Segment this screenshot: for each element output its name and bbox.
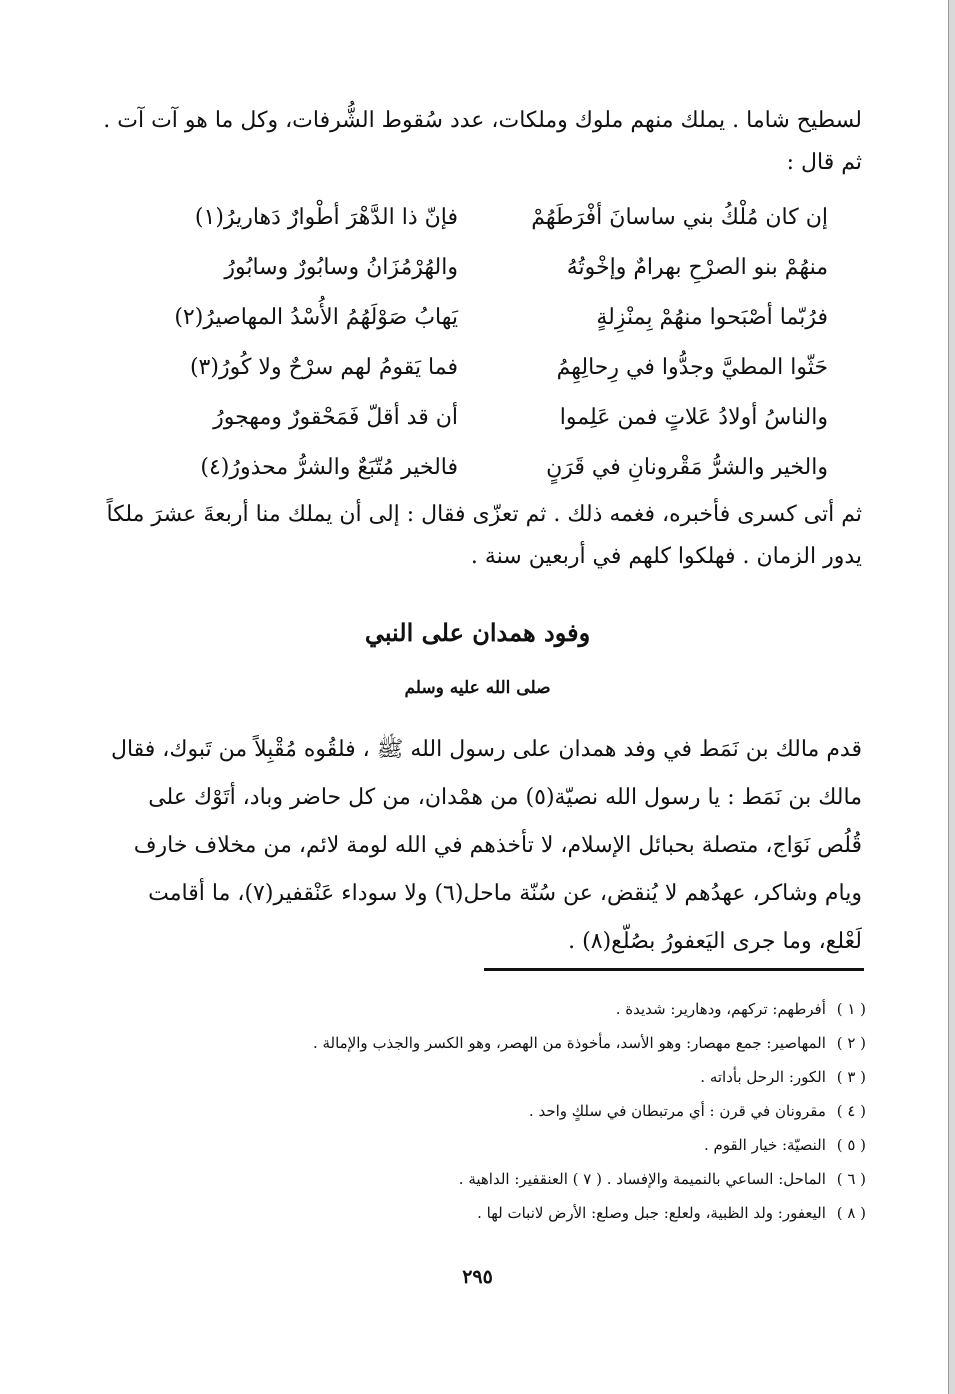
poem-first-hemistich: والخير والشرُّ مَقْرونانِ في قَرَنٍ [546, 455, 828, 480]
footnote-text: النصيّة: خيار القوم . [703, 1136, 826, 1154]
poem-first-hemistich: منهُمْ بنو الصرْحِ بهرامٌ وإخْوتُهُ [566, 255, 828, 280]
footnote [150, 1060, 866, 1094]
poem-first-hemistich: حَثّوا المطيَّ وجدُّوا في رِحالِهِمُ [556, 355, 828, 380]
poem-first-hemistich: إن كان مُلْكُ بني ساسانَ أفْرَطَهُمْ [531, 205, 828, 230]
poem-second-hemistich: فما يَقومُ لهم سرْحٌ ولا كُورُ(٣) [189, 355, 458, 380]
footnote-number: ( ١ ) [836, 1000, 866, 1018]
intro-paragraph: لسطيح شاما . يملك منهم ملوك وملكات، عدد سُقوط الشُّرفات، وكل ما هو آت آت . ثم قال : [103, 108, 862, 175]
footnotes [150, 992, 866, 1230]
footnote [150, 1162, 866, 1196]
poem-first-hemistich: والناسُ أولادُ عَلاتٍ فمن عَلِموا [559, 405, 828, 430]
footnote-number: ( ٣ ) [836, 1068, 866, 1086]
page-number: ٢٩٥ [462, 1266, 493, 1288]
footnote-number: ( ٨ ) [836, 1204, 866, 1222]
poem-line [128, 244, 828, 294]
footnote-text: المهاصير: جمع مهصار: وهو الأسد، مأخوذة من الهصر، وهو الكسر والجذب والإمالة . [312, 1034, 826, 1052]
poem-second-hemistich: أن قد أقلّ فَمَحْقورٌ ومهجورُ [213, 405, 458, 430]
poem-line [128, 194, 828, 244]
footnote [150, 1094, 866, 1128]
section-title: وفود همدان على النبي [364, 618, 591, 647]
footnote-text: الكور: الرحل بأداته . [700, 1068, 826, 1086]
footnote-number: ( ٢ ) [836, 1034, 866, 1052]
paragraph-after-poem: ثم أتى كسرى فأخبره، فغمه ذلك . ثم تعزّى فقال : إلى أن يملك منا أربعةَ عشرَ ملكاً يدور الزمان . فهلكوا كلهم في أربعين سنة . [106, 502, 862, 569]
poem [128, 194, 828, 494]
footnote-number: ( ٦ ) [836, 1170, 866, 1188]
poem-line [128, 344, 828, 394]
poem-line [128, 394, 828, 444]
poem-line [128, 444, 828, 494]
footnote [150, 1128, 866, 1162]
poem-line [128, 294, 828, 344]
poem-second-hemistich: فإنّ ذا الدَّهْرَ أطْوارٌ دَهاريرُ(١) [194, 205, 458, 230]
poem-second-hemistich: والهُرْمُزَانُ وسابُورٌ وسابُورُ [224, 255, 458, 280]
footnote-divider [484, 968, 864, 971]
section-subtitle: صلى الله عليه وسلم [404, 678, 551, 698]
main-paragraph: قدم مالك بن نَمَط في وفد همدان على رسول الله ﷺ ، فلقُوه مُقْبِلاً من تَبوك، فقال مالك بن نَمَط : يا رسول الله نصيّة(٥) من همْدان، من كل حاضر وباد، أتَوْك على قُلُص نَوَاج، متصلة بحبائل الإسلام، لا تأخذهم في الله لومة لائم، من مخلاف خارف ويام وشاكر، عهدُهم لا يُنقض، عن سُنّة ماحل(٦) ولا سوداء عَنْقفير(٧)، ما أقامت لَعْلع، وما جرى اليَعفورُ بصُلّع(٨) . [110, 737, 862, 954]
footnote [150, 1026, 866, 1060]
footnote-text: مقرونان في قرن : أي مرتبطان في سلكٍ واحد . [528, 1102, 826, 1120]
poem-second-hemistich: فالخير مُتّبَعٌ والشرُّ محذورُ(٤) [200, 455, 458, 480]
footnote-number: ( ٥ ) [836, 1136, 866, 1154]
footnote-text: اليعفور: ولد الظبية، ولعلع: جبل وصلع: الأرض لانبات لها . [477, 1204, 826, 1222]
footnote-text: الماحل: الساعي بالنميمة والإفساد . ( ٧ ) العنقفير: الداهية . [458, 1170, 826, 1188]
footnote [150, 1196, 866, 1230]
footnote-text: أفرطهم: تركهم، ودهارير: شديدة . [615, 1000, 826, 1018]
poem-second-hemistich: يَهابُ صَوْلَهُمُ الأُسْدُ المهاصيرُ(٢) [174, 305, 458, 330]
poem-first-hemistich: فرُبّما أصْبَحوا منهُمْ بِمنْزِلةٍ [596, 305, 828, 330]
footnote [150, 992, 866, 1026]
footnote-number: ( ٤ ) [836, 1102, 866, 1120]
